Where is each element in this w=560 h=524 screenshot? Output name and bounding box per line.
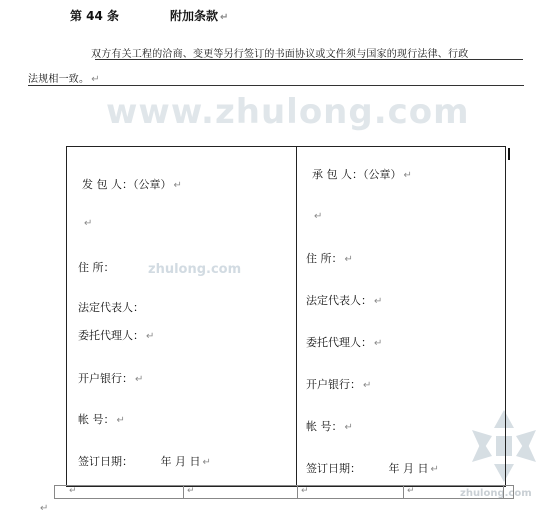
left-sign-date[interactable]: 签订日期： 年 月 日 ↵ <box>78 455 211 468</box>
trailing-mark: ↵ <box>40 503 49 514</box>
paragraph-line-2 <box>28 70 100 85</box>
table-cell-divider <box>183 486 184 498</box>
table-cell-divider <box>503 486 504 498</box>
right-agent[interactable]: 委托代理人： ↵ <box>306 336 383 349</box>
table-bottom-row <box>54 485 514 499</box>
paragraph-text-1: 双方有关工程的洽商、变更等另行签订的书面协议或文件须与国家的现行法律、行政 <box>91 49 469 60</box>
signature-table <box>66 146 506 487</box>
right-legal-rep[interactable]: 法定代表人： ↵ <box>306 294 383 307</box>
right-party[interactable]: 承 包 人：（公章） ↵ <box>312 168 412 181</box>
text-cursor <box>508 148 510 160</box>
table-cell-divider <box>403 486 404 498</box>
right-sign-date[interactable]: 签订日期： 年 月 日 ↵ <box>306 462 439 475</box>
article-number: 第 44 条 <box>70 9 120 23</box>
watermark-small: zhulong.com <box>148 262 242 277</box>
paragraph-underline-1 <box>95 59 523 60</box>
left-bank[interactable]: 开户银行： ↵ <box>78 372 144 385</box>
right-address[interactable]: 住 所： ↵ <box>306 252 353 265</box>
right-blank-line: ↵ <box>314 211 323 222</box>
left-legal-rep[interactable]: 法定代表人： <box>78 301 144 314</box>
paragraph-underline-2 <box>28 85 524 86</box>
paragraph-text-2: 法规相一致。 <box>28 74 90 85</box>
table-cell-divider <box>297 486 298 498</box>
left-agent[interactable]: 委托代理人： ↵ <box>78 329 155 342</box>
right-account[interactable]: 帐 号： ↵ <box>306 420 353 433</box>
paragraph-line-1 <box>91 45 468 60</box>
cell-mark: ↵ <box>407 486 415 496</box>
paragraph-mark: ↵ <box>220 12 229 23</box>
left-blank-line: ↵ <box>84 218 93 229</box>
watermark-large: www.zhulong.com <box>106 92 470 132</box>
right-bank[interactable]: 开户银行： ↵ <box>306 378 372 391</box>
cell-mark: ↵ <box>187 486 195 496</box>
cell-mark: ↵ <box>301 486 309 496</box>
left-party[interactable]: 发 包 人：（公章） ↵ <box>82 178 182 191</box>
signature-table-divider <box>296 146 297 487</box>
watermark-corner: zhulong.com <box>460 488 532 499</box>
article-heading <box>70 7 228 24</box>
article-title: 附加条款 <box>170 9 219 23</box>
cell-mark: ↵ <box>69 486 77 496</box>
left-account[interactable]: 帐 号： ↵ <box>78 413 125 426</box>
left-address[interactable]: 住 所： <box>78 261 115 274</box>
paragraph-mark: ↵ <box>91 74 100 85</box>
